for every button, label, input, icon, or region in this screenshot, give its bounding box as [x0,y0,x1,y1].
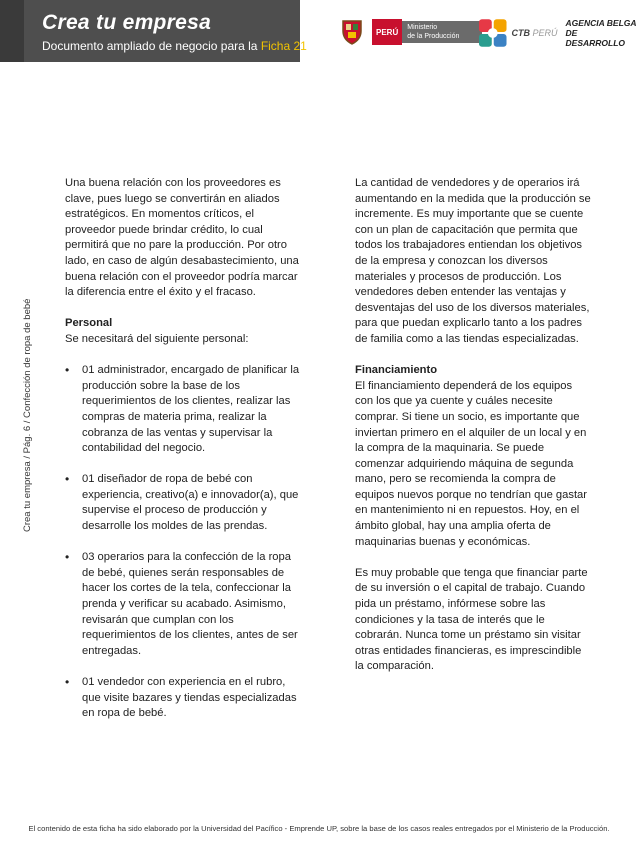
coat-of-arms-icon [340,19,364,45]
ministry-line-2: de la Producción [407,33,460,40]
header-band [0,0,307,62]
list-item [65,472,301,534]
agency-line-1: AGENCIA BELGA [565,18,637,28]
ctb-mark-icon [478,18,508,48]
ministry-label [402,21,482,43]
ctb-logo [478,18,638,48]
bullet-text: • 03 operarios para la confección de la ropa de bebé, quienes serán responsables de hacer los cortes de la tela, confeccionar la prenda y verificar su acabado. Asimismo, revisarán que cumplan con los requerimientos de los clientes, antes de ser entregadas. [82,551,298,657]
page-subtitle [42,40,307,52]
financing-paragraph: El financiamiento dependerá de los equipos con los que ya cuente y cuáles necesite comprar. Si tiene un socio, es importante que inviertan primero en el alquiler de un local y en la compra de la maquinaria. Se puede comenzar adquiriendo máquina de segunda mano, pero se recomienda la compra de equipos nuevos porque no tendrían que gastar en mantenimiento ni en repuestos. Hoy, en el ámbito global, hay una amplia oferta de maquinarias buenas y económicas. [355,379,588,548]
personal-intro: Se necesitará del siguiente personal: [65,332,249,345]
loan-paragraph: Es muy probable que tenga que financiar parte de su inversión o el capital de trabajo. Cuando pida un préstamo, infórmese sobre las condiciones y la tasa de interés que le cobrarán. Nunca tome un préstamo sin visitar otras entidades financieras, es imprescindible la comparación. [355,566,588,673]
financing-heading: Financiamiento [355,364,438,377]
list-item [65,363,301,457]
side-page-label: Crea tu empresa / Pág. 6 / Confección de ropa de bebé [22,298,33,532]
bullet-text: • 01 administrador, encargado de planificar la producción sobre la base de los requerimientos de los clientes, realizar las compras de materia prima, realizar la cobranza de las ventas y supervisar la contabilidad del negocio. [82,364,300,455]
agency-line-2: DE DESARROLLO [565,28,626,48]
ctb-peru-label: PERÚ [532,28,558,38]
subtitle-text: Documento ampliado de negocio para la [42,39,261,53]
footer-note: El contenido de esta ficha ha sido elaborado por la Universidad del Pacífico - Emprende UP, sobre la base de los casos reales entregados por el Ministerio de la Producción. [28,824,610,833]
header-decoration [0,0,24,62]
bullet-text: • 01 diseñador de ropa de bebé con experiencia, creativo(a) e innovador(a), que supervise el proceso de producción y desarrolle los moldes de las prendas. [82,473,299,533]
personal-heading: Personal [65,317,113,330]
ministry-logo [340,18,482,46]
peru-label: PERÚ [372,19,402,45]
page-title: Crea tu empresa [42,11,212,34]
suppliers-paragraph: Una buena relación con los proveedores es clave, pues luego se convertirán en aliados estratégicos. En momentos críticos, el proveedor puede brindar crédito, lo cual permitirá que no pare la producción. Por otro lado, en caso de algún desabastecimiento, una buena relación con el proveedor podría marcar la diferencia entre el éxito y el fracaso. [65,177,299,299]
paragraph-spacer [355,550,591,566]
left-column [65,176,301,722]
subtitle-accent: Ficha 21 [260,39,307,53]
right-column [355,176,591,675]
list-item [65,675,301,722]
staff-paragraph: La cantidad de vendedores y de operarios irá aumentando en la medida que la producción se incremente. Es muy importante que se cuente con un plan de capacitación que permita que todos los trabajadores entiendan los objetivos de la empresa y conozcan los diversos materiales y procesos de producción. Los vendedores deben entender las ventajas y desventajas del uso de los diversos materiales, para que puedan explicarlo tanto a los padres de familia como a las tiendas especializadas. [355,177,591,345]
list-item [65,550,301,659]
ctb-label: CTB [511,28,530,38]
ministry-line-1: Ministerio [407,24,438,31]
ctb-text [512,28,558,38]
bullet-text: • 01 vendedor con experiencia en el rubro, que visite bazares y tiendas especializadas en ropa de bebé. [82,676,297,720]
agency-label [566,18,638,48]
